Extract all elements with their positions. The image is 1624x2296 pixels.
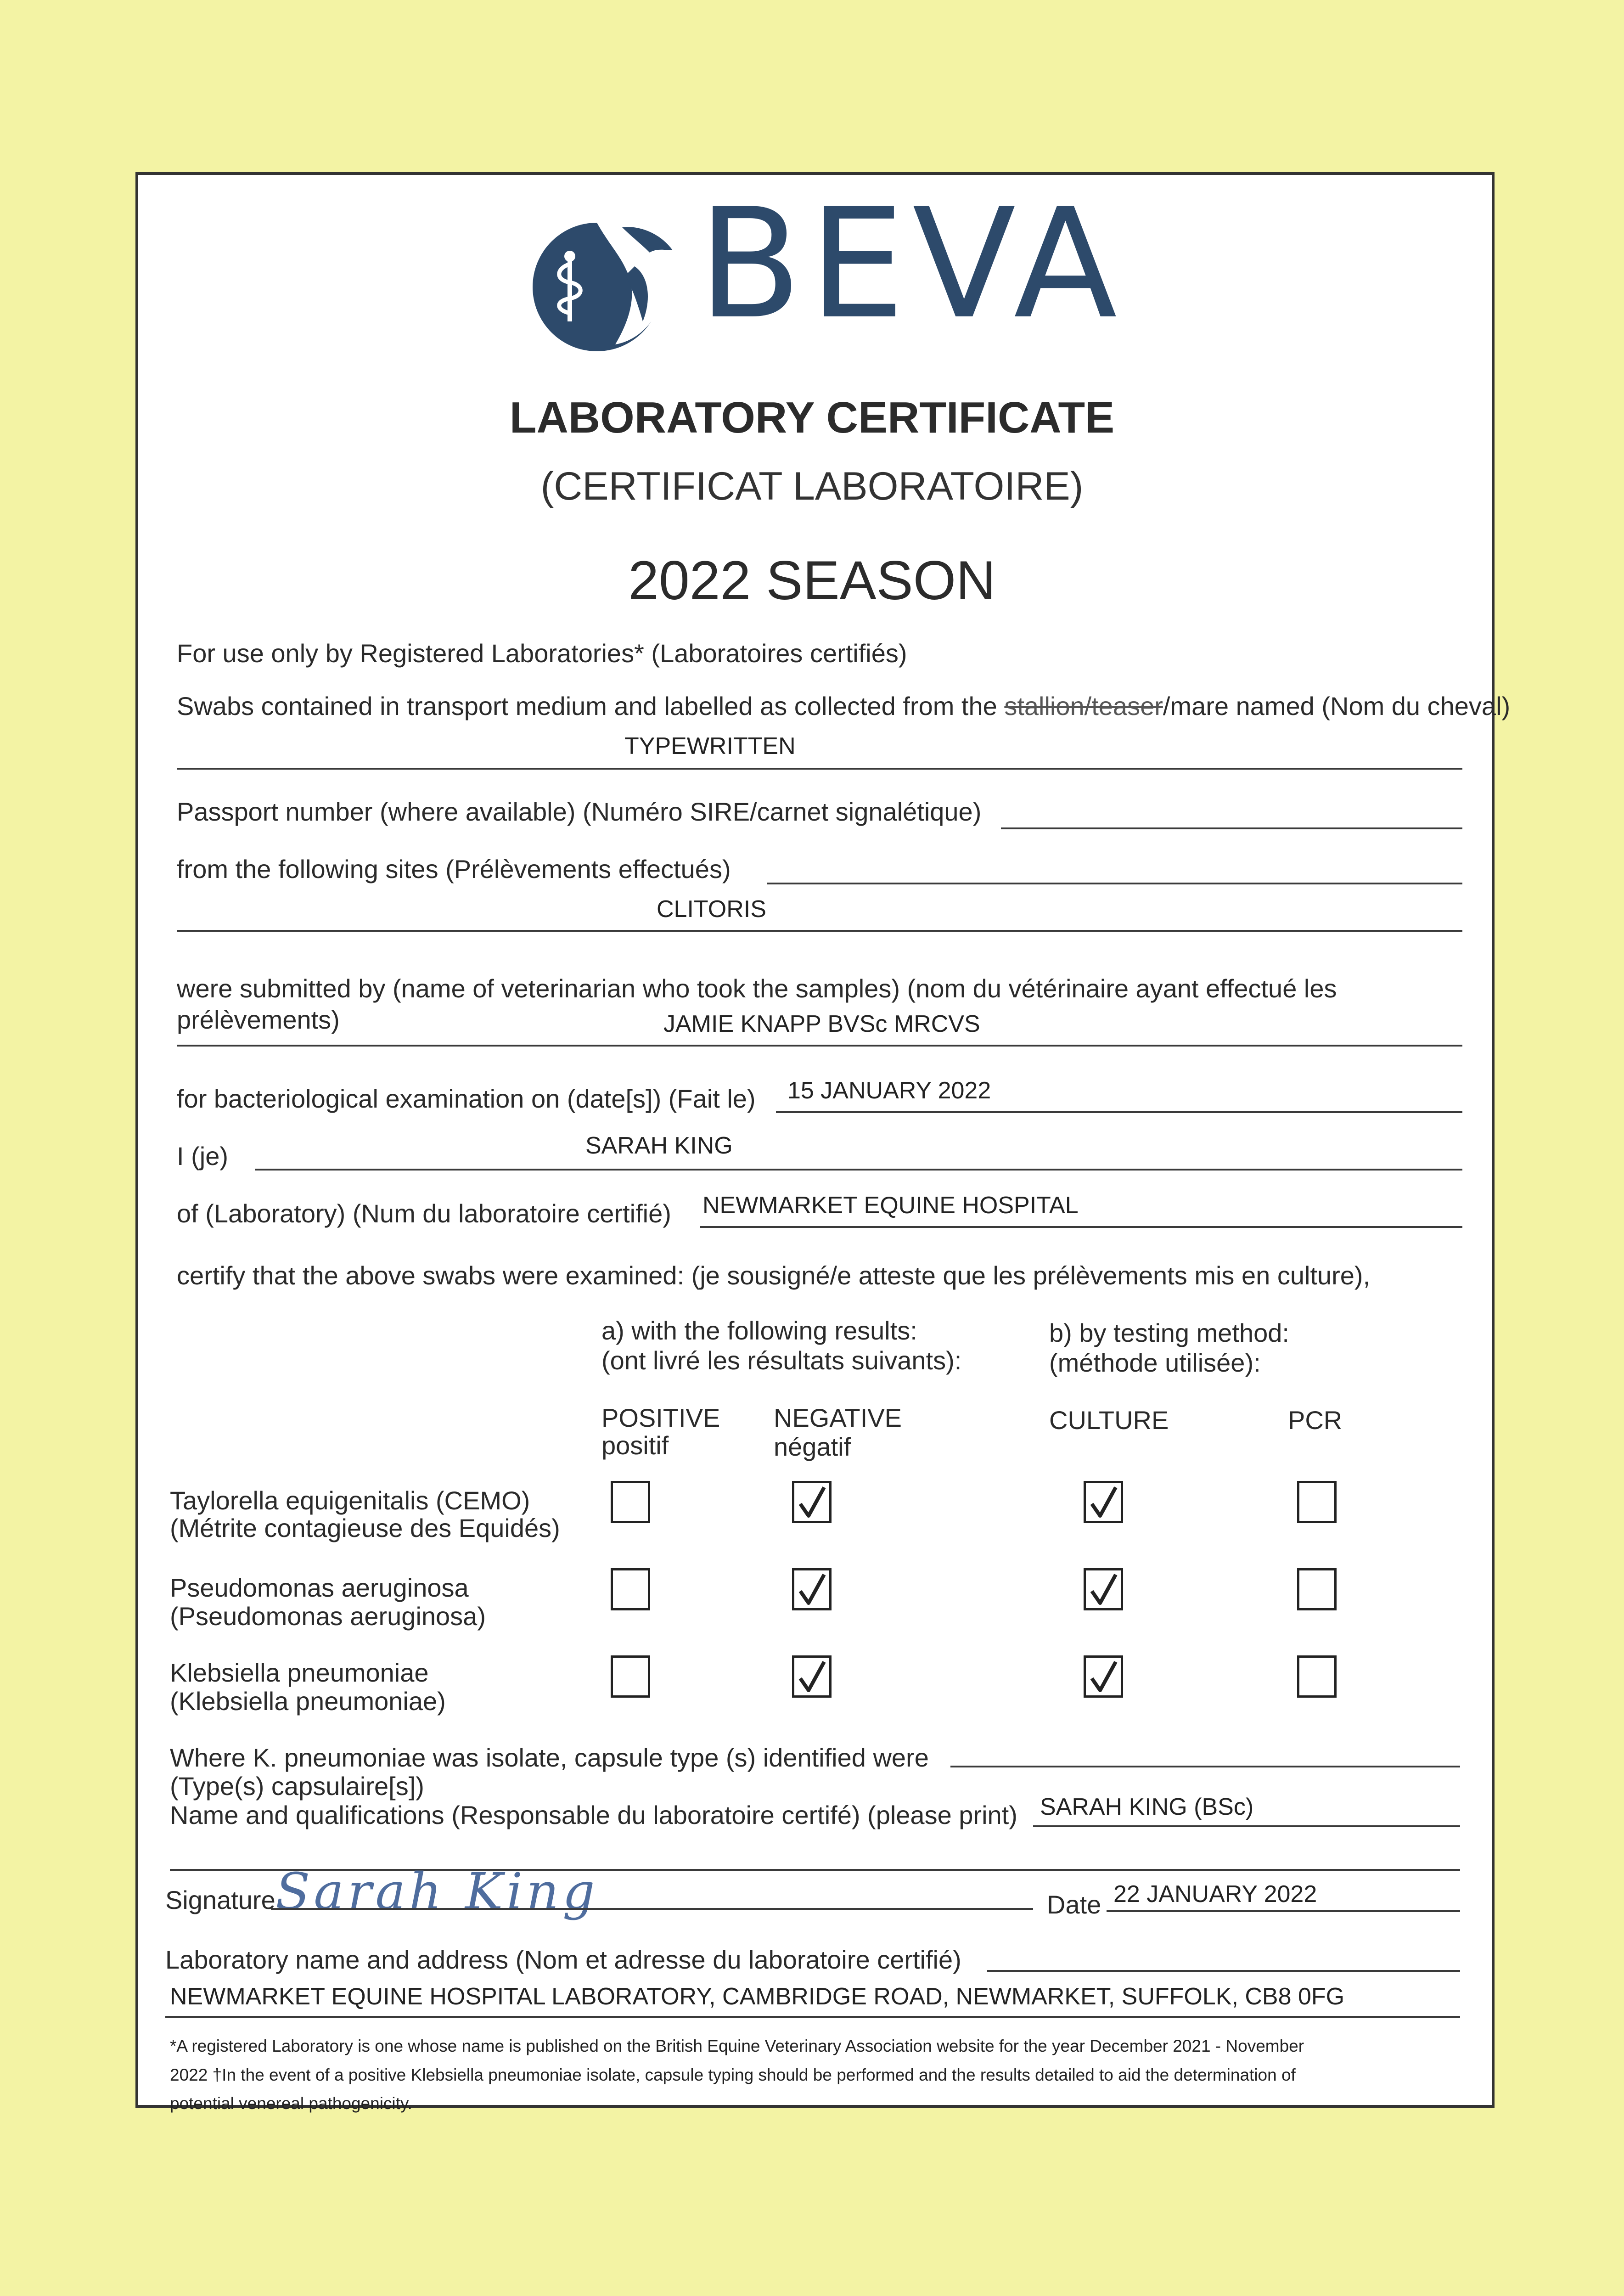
certificate-title: LABORATORY CERTIFICATE [509,393,1115,442]
col-a-header-2: (ont livré les résultats suivants): [601,1346,962,1375]
checkbox-negative-row-3[interactable] [792,1655,832,1698]
col-b-header-1: b) by testing method: [1049,1318,1289,1347]
check-mark-icon [1087,1571,1119,1608]
checkbox-positive-row-3[interactable] [611,1655,650,1698]
i-label: I (je) [177,1142,228,1171]
culture-header: CULTURE [1049,1406,1169,1435]
pcr-header: PCR [1288,1406,1343,1435]
footnote-line-2: 2022 †In the event of a positive Klebsiella pneumoniae isolate, capsule typing should be performed and the results detailed to aid the determination of [170,2065,1296,2084]
submitted-label-1: were submitted by (name of veterinarian who took the samples) (nom du vétérinaire ayant effectué les [177,974,1337,1003]
organism-name-3-fr: (Klebsiella pneumoniae) [170,1687,446,1716]
sites-line-2 [177,930,1462,932]
date-label: Date [1047,1890,1101,1919]
responsible-line [1033,1825,1460,1827]
horse-name-line [177,768,1462,770]
signature-label: Signature [165,1885,275,1914]
address-value: NEWMARKET EQUINE HOSPITAL LABORATORY, CAMBRIDGE ROAD, NEWMARKET, SUFFOLK, CB8 0FG [170,1983,1345,2010]
checkbox-culture-row-3[interactable] [1084,1655,1123,1698]
beva-wordmark: BEVA [698,176,1125,352]
exam-date-label: for bacteriological examination on (date[s]) (Fait le) [177,1084,756,1113]
lab-name-line [700,1226,1462,1228]
swabs-label: Swabs contained in transport medium and labelled as collected from the stallion/teaser/mare named (Nom du cheval) [177,692,1511,720]
organism-name-3: Klebsiella pneumoniae [170,1658,429,1687]
address-line-2 [165,2016,1460,2018]
negative-header-1: NEGATIVE [774,1403,902,1432]
responsible-value: SARAH KING (BSc) [1040,1794,1254,1820]
exam-date-line [776,1111,1462,1113]
capsule-line [950,1766,1460,1767]
certifier-value: SARAH KING [585,1132,733,1159]
vet-name-line [177,1045,1462,1047]
checkbox-culture-row-2[interactable] [1084,1568,1123,1610]
check-mark-icon [796,1484,828,1520]
organism-name-2-fr: (Pseudomonas aeruginosa) [170,1602,486,1631]
passport-line [1001,827,1462,829]
lab-name-value: NEWMARKET EQUINE HOSPITAL [702,1192,1079,1219]
checkbox-negative-row-2[interactable] [792,1568,832,1610]
capsule-label-2: (Type(s) capsulaire[s]) [170,1772,424,1801]
organism-name-1: Taylorella equigenitalis (CEMO) [170,1486,530,1515]
certificate-subtitle: (CERTIFICAT LABORATOIRE) [540,464,1084,508]
registered-note: For use only by Registered Laboratories* (Laboratoires certifiés) [177,639,907,668]
check-mark-icon [796,1658,828,1695]
checkbox-positive-row-1[interactable] [611,1481,650,1523]
beva-logo [528,176,1171,367]
sites-value: CLITORIS [657,896,766,923]
checkbox-culture-row-1[interactable] [1084,1481,1123,1523]
check-mark-icon [1087,1658,1119,1695]
lab-label: of (Laboratory) (Num du laboratoire certifié) [177,1199,671,1228]
positive-header-2: positif [601,1431,669,1460]
check-mark-icon [796,1571,828,1608]
horse-name-value: TYPEWRITTEN [624,733,796,760]
season-label: 2022 SEASON [628,550,996,611]
beva-horse-emblem-icon [528,207,680,358]
checkbox-pcr-row-3[interactable] [1297,1655,1337,1698]
col-b-header-2: (méthode utilisée): [1049,1348,1261,1377]
signature-date-value: 22 JANUARY 2022 [1113,1881,1317,1908]
certifier-line [255,1169,1462,1171]
footnote-line-1: *A registered Laboratory is one whose name is published on the British Equine Veterinary Association website for the year December 2021 - November [170,2037,1304,2055]
positive-header-1: POSITIVE [601,1403,720,1432]
struck-text: stallion/teaser [1004,692,1163,720]
sites-line-1 [767,883,1462,884]
passport-label: Passport number (where available) (Numéro SIRE/carnet signalétique) [177,797,982,826]
signature-line [271,1908,1033,1910]
negative-header-2: négatif [774,1432,851,1461]
sites-label: from the following sites (Prélèvements effectués) [177,855,731,884]
submitted-label-2: prélèvements) [177,1005,340,1034]
organism-name-1-fr: (Métrite contagieuse des Equidés) [170,1514,560,1542]
exam-date-value: 15 JANUARY 2022 [787,1077,991,1104]
certify-text: certify that the above swabs were examined: (je sousigné/e atteste que les prélèvements mis en culture), [177,1261,1371,1290]
responsible-label: Name and qualifications (Responsable du laboratoire certifé) (please print) [170,1801,1017,1829]
checkbox-positive-row-2[interactable] [611,1568,650,1610]
check-mark-icon [1087,1484,1119,1520]
col-a-header-1: a) with the following results: [601,1316,917,1345]
date-line [1107,1910,1460,1912]
organism-name-2: Pseudomonas aeruginosa [170,1573,469,1602]
handwritten-signature: Sarah King [275,1862,599,1921]
capsule-label-1: Where K. pneumoniae was isolate, capsule type (s) identified were [170,1743,929,1772]
footnote-line-3: potential venereal pathogenicity. [170,2094,412,2113]
address-line-1 [987,1970,1460,1972]
checkbox-negative-row-1[interactable] [792,1481,832,1523]
checkbox-pcr-row-1[interactable] [1297,1481,1337,1523]
checkbox-pcr-row-2[interactable] [1297,1568,1337,1610]
address-label: Laboratory name and address (Nom et adresse du laboratoire certifié) [165,1945,961,1974]
vet-name-value: JAMIE KNAPP BVSc MRCVS [663,1011,980,1037]
